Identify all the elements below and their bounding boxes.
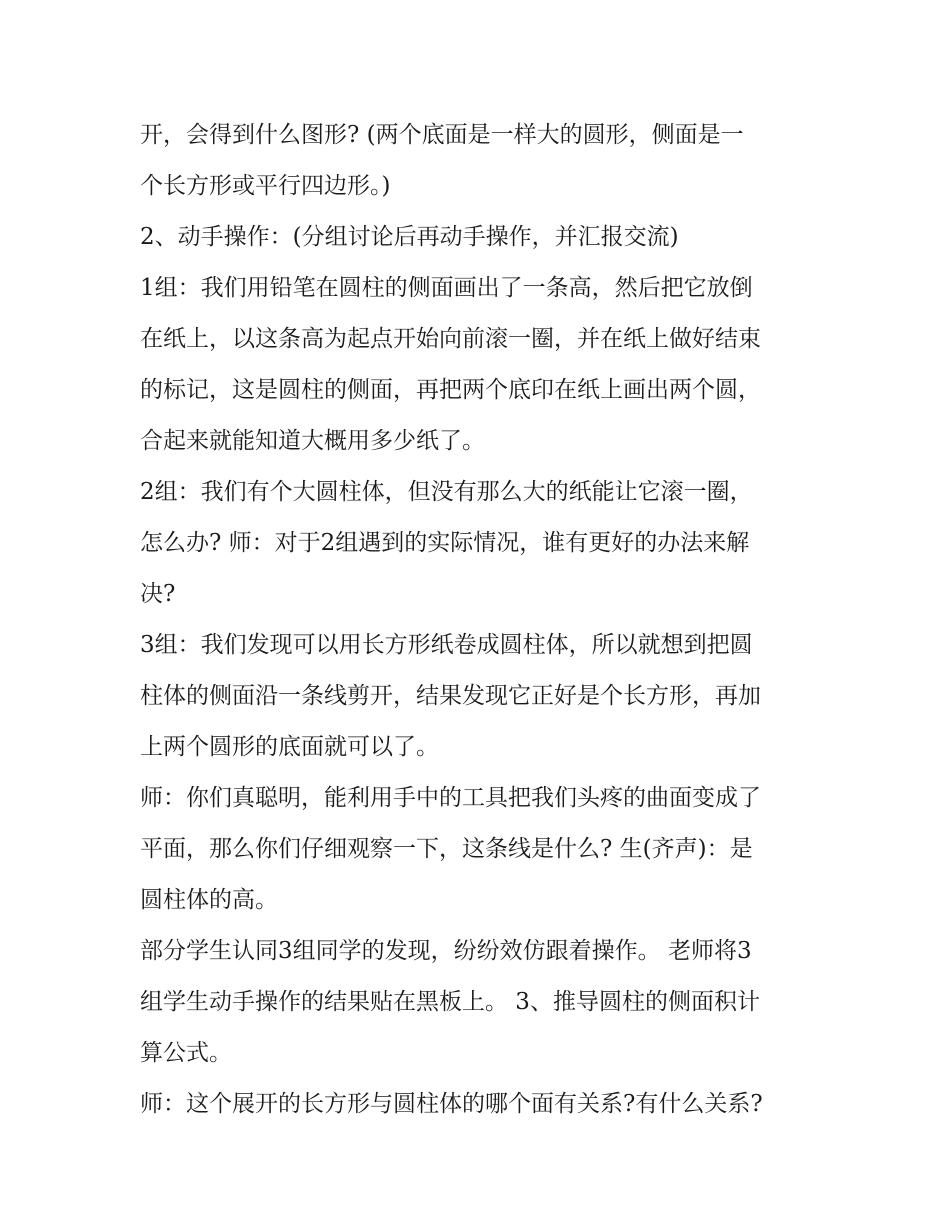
text-line: 3组：我们发现可以用长方形纸卷成圆柱体，所以就想到把圆	[140, 632, 753, 658]
text-line: 2、动手操作：(分组讨论后再动手操作，并汇报交流)	[140, 224, 679, 250]
document-body	[140, 110, 820, 1130]
text-line: 1组：我们用铅笔在圆柱的侧面画出了一条高，然后把它放倒	[140, 275, 753, 301]
text-line: 的标记，这是圆柱的侧面，再把两个底印在纸上画出两个圆，	[140, 377, 761, 403]
text-line: 柱体的侧面沿一条线剪开，结果发现它正好是个长方形，再加	[140, 683, 761, 709]
text-line: 个长方形或平行四边形。)	[140, 173, 391, 199]
text-line: 2组：我们有个大圆柱体，但没有那么大的纸能让它滚一圈，	[140, 479, 753, 505]
text-line: 平面，那么你们仔细观察一下，这条线是什么? 生(齐声)：是	[140, 836, 753, 862]
text-line: 师：这个展开的长方形与圆柱体的哪个面有关系?有什么关系?	[140, 1091, 763, 1117]
text-line: 算公式。	[140, 1040, 232, 1066]
text-line: 合起来就能知道大概用多少纸了。	[140, 428, 485, 454]
text-line: 部分学生认同3组同学的发现，纷纷效仿跟着操作。 老师将3	[140, 938, 752, 964]
text-line: 在纸上，以这条高为起点开始向前滚一圈，并在纸上做好结束	[140, 326, 761, 352]
text-line: 圆柱体的高。	[140, 887, 278, 913]
text-line: 开，会得到什么图形? (两个底面是一样大的圆形，侧面是一	[140, 122, 744, 148]
text-line: 组学生动手操作的结果贴在黑板上。 3、推导圆柱的侧面积计	[140, 989, 760, 1015]
text-line: 师：你们真聪明，能利用手中的工具把我们头疼的曲面变成了	[140, 785, 761, 811]
text-line: 怎么办? 师：对于2组遇到的实际情况，谁有更好的办法来解	[140, 530, 750, 556]
text-line: 决?	[140, 581, 176, 607]
text-line: 上两个圆形的底面就可以了。	[140, 734, 439, 760]
